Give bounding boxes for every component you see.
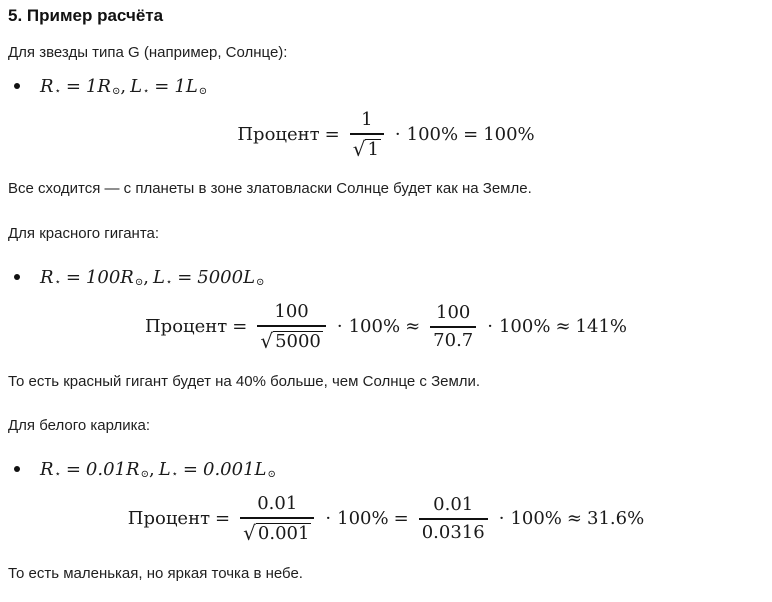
fraction: 100 √ 5000 (257, 302, 326, 352)
radius-value: 1R (85, 75, 111, 97)
sqrt-symbol: √ 1 (352, 136, 379, 161)
fraction: $\frac{100}{70.7}$ (430, 303, 476, 351)
sqrt-symbol: √ 0.001 (243, 520, 310, 545)
luminosity-symbol: L (158, 458, 171, 480)
fraction: 0.01 √ 0.001 (240, 494, 314, 544)
radius-symbol: R (40, 458, 54, 480)
intro-g-star: Для звезды типа G (например, Солнце): (8, 44, 288, 61)
radius-symbol: R (40, 75, 54, 97)
radius-value: 100R (85, 266, 134, 288)
bullet-dot (14, 274, 20, 280)
intro-red-giant: Для красного гиганта: (8, 225, 160, 242)
formula-word: Процент (144, 316, 228, 338)
white-dwarf-comment: То есть маленькая, но яркая точка в небе. (8, 565, 303, 582)
section-heading: 5. Пример расчёта (8, 6, 164, 25)
red-giant-comment: То есть красный гигант будет на 40% больше, чем Солнце с Земли. (8, 373, 481, 390)
luminosity-symbol: L (130, 75, 143, 97)
luminosity-symbol: L (152, 266, 165, 288)
intro-white-dwarf: Для белого карлика: (8, 417, 150, 434)
formula-result: 100% (483, 124, 535, 146)
red-giant-formula: Процент = 100 √ 5000 · 100% ≈ $\frac{100}{70.7}$ · 100% ≈ 141% (144, 301, 628, 353)
formula-result: 31.6% (587, 508, 645, 530)
fraction: 1 √ 1 (350, 110, 384, 160)
fraction: $\frac{0.01}{0.0316}$ (419, 495, 488, 543)
bullet-dot (14, 83, 20, 89)
bullet-dot (14, 466, 20, 472)
g-star-comment: Все сходится — с планеты в зоне златовласки Солнце будет как на Земле. (8, 180, 532, 197)
radius-value: 0.01R (85, 458, 140, 480)
luminosity-value: 0.001L (203, 458, 267, 480)
formula-result: 141% (575, 316, 628, 338)
white-dwarf-formula: Процент = 0.01 √ 0.001 · 100% = $\frac{0.01}{0.0316}$ · 100% ≈ 31.6% (127, 493, 645, 545)
red-giant-params: R ⋆ = 100R ⊙ , L ⋆ = 5000L ⊙ (14, 265, 264, 289)
g-star-formula: Процент = 1 √ 1 · 100% = 100% (237, 109, 535, 161)
luminosity-value: 1L (174, 75, 198, 97)
formula-word: Процент (237, 124, 320, 146)
luminosity-value: 5000L (197, 266, 256, 288)
white-dwarf-params: R ⋆ = 0.01R ⊙ , L ⋆ = 0.001L ⊙ (14, 457, 276, 481)
g-star-params: R ⋆ = 1R ⊙ , L ⋆ = 1L ⊙ (14, 74, 207, 98)
sqrt-symbol: √ 5000 (260, 328, 321, 353)
radius-symbol: R (40, 266, 54, 288)
formula-word: Процент (127, 508, 211, 530)
